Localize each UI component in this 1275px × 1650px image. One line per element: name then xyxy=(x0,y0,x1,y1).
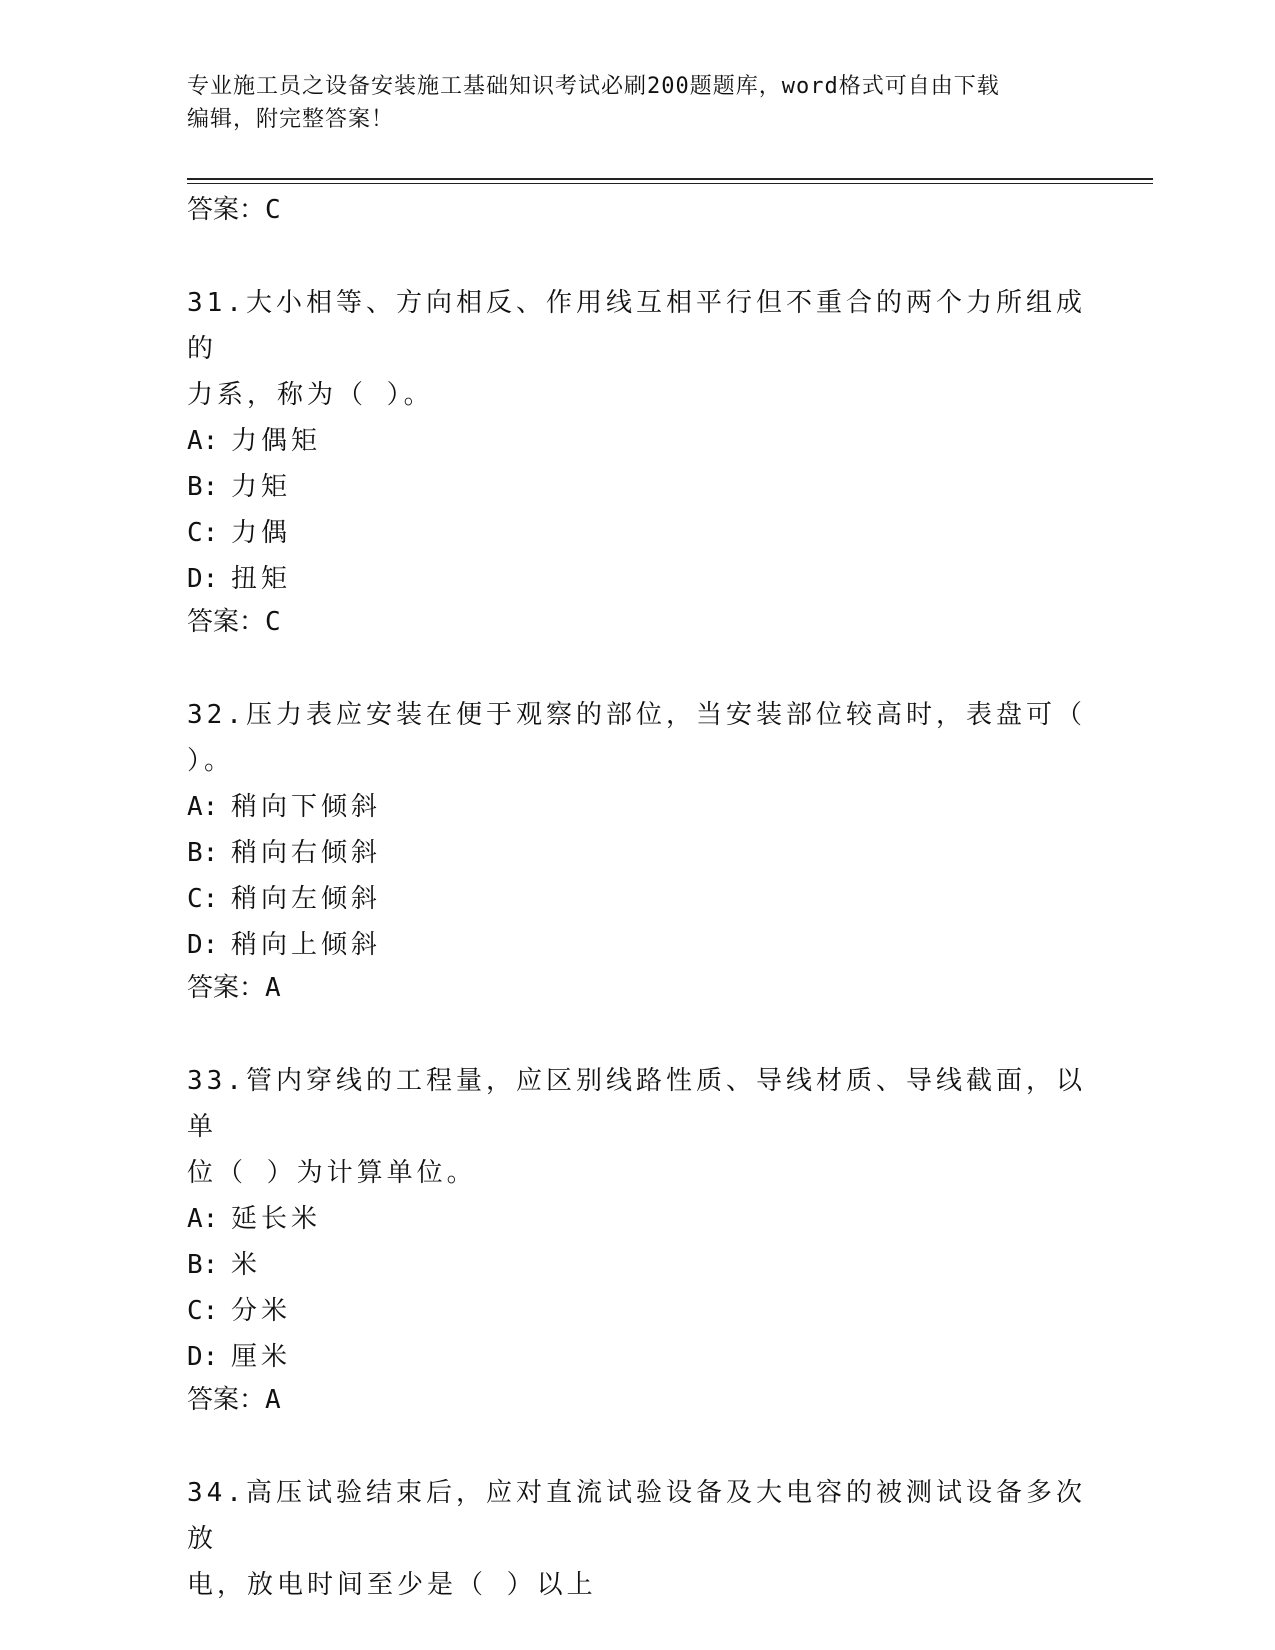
option-letter: B: xyxy=(187,1250,219,1280)
header-divider-thin xyxy=(187,183,1153,184)
option-letter: B: xyxy=(187,838,219,868)
option-letter: A: xyxy=(187,792,219,822)
option-letter: C: xyxy=(187,1296,219,1326)
option-text: 厘米 xyxy=(231,1342,292,1372)
option-text: 米 xyxy=(231,1250,262,1280)
question-text: 31.大小相等、方向相反、作用线互相平行但不重合的两个力所组成的 xyxy=(187,288,1086,364)
option-letter: C: xyxy=(187,518,219,548)
option-text: 力矩 xyxy=(231,472,292,502)
document-header xyxy=(187,70,1067,136)
question-31 xyxy=(187,280,1087,642)
option-text: 稍向右倾斜 xyxy=(231,838,382,868)
question-33 xyxy=(187,1058,1087,1420)
question-34 xyxy=(187,1470,1087,1608)
option-d xyxy=(187,556,1087,602)
option-letter: C: xyxy=(187,884,219,914)
header-divider xyxy=(187,178,1153,180)
header-line-2: 编辑，附完整答案！ xyxy=(187,107,395,132)
option-letter: B: xyxy=(187,472,219,502)
question-text: 33.管内穿线的工程量，应区别线路性质、导线材质、导线截面，以单 xyxy=(187,1066,1086,1142)
option-text: 力偶 xyxy=(231,518,292,548)
question-text: 34.高压试验结束后，应对直流试验设备及大电容的被测试设备多次放 xyxy=(187,1478,1086,1554)
option-letter: A: xyxy=(187,1204,219,1234)
header-line-1: 专业施工员之设备安装施工基础知识考试必刷200题题库，word格式可自由下载 xyxy=(187,74,1000,99)
option-text: 分米 xyxy=(231,1296,292,1326)
option-text: 稍向上倾斜 xyxy=(231,930,382,960)
question-text-cont: 位（ ）为计算单位。 xyxy=(187,1158,477,1188)
answer: 答案：A xyxy=(187,973,281,1003)
question-text-cont: 电，放电时间至少是（ ）以上 xyxy=(187,1570,597,1600)
option-text: 力偶矩 xyxy=(231,426,322,456)
question-text-cont: 力系，称为（ ）。 xyxy=(187,380,434,410)
option-a xyxy=(187,784,1087,830)
option-c xyxy=(187,1288,1087,1334)
option-text: 稍向下倾斜 xyxy=(231,792,382,822)
option-a xyxy=(187,418,1087,464)
option-c xyxy=(187,876,1087,922)
option-letter: A: xyxy=(187,426,219,456)
question-text-cont: ）。 xyxy=(187,746,235,776)
option-b xyxy=(187,1242,1087,1288)
answer-30: 答案：C xyxy=(187,195,281,225)
option-letter: D: xyxy=(187,564,219,594)
option-text: 扭矩 xyxy=(231,564,292,594)
option-text: 延长米 xyxy=(231,1204,322,1234)
option-text: 稍向左倾斜 xyxy=(231,884,382,914)
option-b xyxy=(187,464,1087,510)
option-letter: D: xyxy=(187,930,219,960)
question-32 xyxy=(187,692,1087,1008)
option-letter: D: xyxy=(187,1342,219,1372)
option-d xyxy=(187,1334,1087,1380)
question-text: 32.压力表应安装在便于观察的部位，当安装部位较高时，表盘可（ xyxy=(187,700,1086,730)
document-body xyxy=(187,190,1087,1608)
answer: 答案：C xyxy=(187,607,281,637)
option-b xyxy=(187,830,1087,876)
option-c xyxy=(187,510,1087,556)
option-a xyxy=(187,1196,1087,1242)
option-d xyxy=(187,922,1087,968)
answer: 答案：A xyxy=(187,1385,281,1415)
